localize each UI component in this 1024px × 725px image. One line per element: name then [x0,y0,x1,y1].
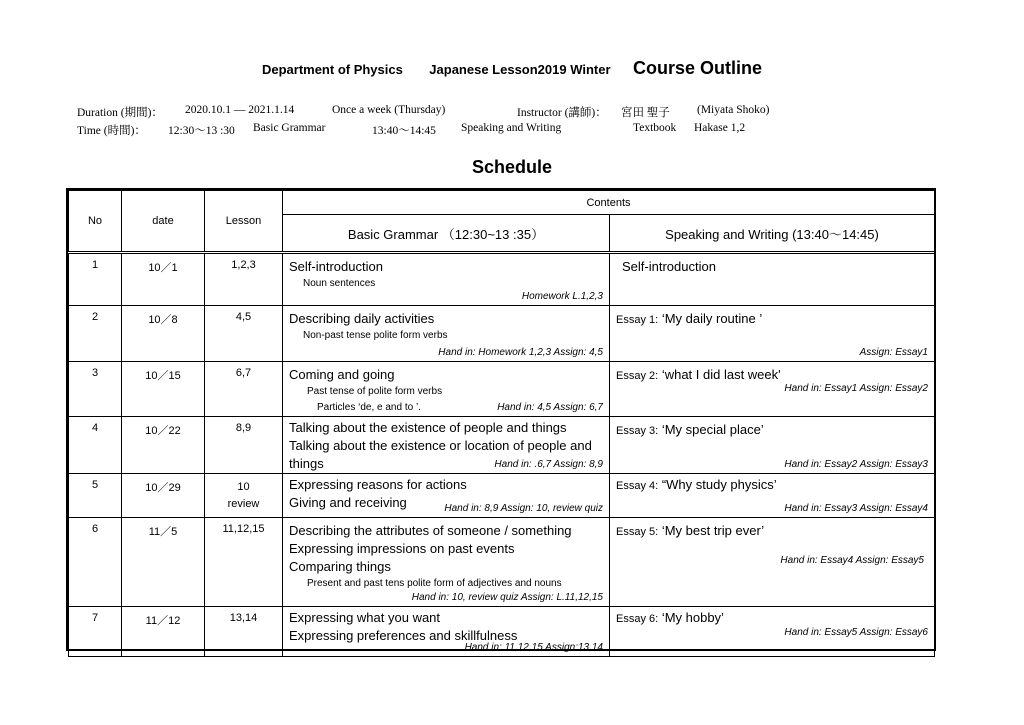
essay-title: Self-introduction [622,259,716,274]
grammar-topic: Describing the attributes of someone / something [289,523,572,538]
column-header-grammar: Basic Grammar （12:30~13 :35） [283,215,610,253]
grammar-cell [283,607,610,657]
row-no: 1 [69,253,122,306]
row-no: 3 [69,362,122,417]
essay-note: Assign: Essay1 [859,347,928,358]
duration-value: 2020.10.1 ― 2021.1.14 [185,104,295,116]
row-lesson: 6,7 [205,362,283,417]
table-row [69,607,935,657]
grammar-subtopic: Present and past tens polite form of adjectives and nouns [307,578,562,589]
row-no: 2 [69,306,122,362]
grammar-note: Homework L.1,2,3 [521,291,603,302]
essay-title: ‘My hobby’ [661,610,724,625]
table-row [69,253,935,306]
grammar-topic: Talking about the existence or location of people and [289,438,592,453]
department-name: Department of Physics [261,62,403,77]
grammar-topic: Expressing what you want [289,610,441,625]
row-date: 10／22 [122,417,205,474]
column-header-speaking: Speaking and Writing (13:40～14:45) [610,215,935,253]
grammar-topic: Self-introduction [289,259,383,274]
grammar-topic: Coming and going [289,367,395,382]
column-header-no: No [69,191,122,253]
schedule-heading: Schedule [471,157,553,177]
time-speaking: 13:40～14:45 [372,125,436,137]
column-header-date: date [122,191,205,253]
grammar-note: Hand in: 11,12,15 Assign:13,14 [464,642,603,653]
speaking-cell [610,417,935,474]
grammar-topic: Talking about the existence of people and things [289,420,567,435]
grammar-cell [283,362,610,417]
grammar-cell [283,417,610,474]
grammar-label: Basic Grammar [253,122,326,134]
row-lesson: 4,5 [205,306,283,362]
grammar-topic: Expressing preferences and skillfulness [289,628,518,643]
grammar-topic: things [289,456,324,471]
table-row [69,474,935,518]
frequency: Once a week (Thursday) [332,104,446,116]
grammar-topic: Describing daily activities [289,311,435,326]
row-date: 11／5 [122,518,205,607]
grammar-subtopic: Past tense of polite form verbs [307,386,443,397]
instructor-name: 宮田 聖子 [621,107,670,119]
table-row [69,306,935,362]
row-date: 11／12 [122,607,205,657]
speaking-cell [610,518,935,607]
grammar-note: Hand in: 8,9 Assign: 10, review quiz [444,503,603,514]
time-grammar: 12:30～13 :30 [168,125,235,137]
grammar-subtopic: Non-past tense polite form verbs [303,330,448,341]
course-name: Japanese Lesson2019 Winter [429,62,611,77]
duration-label: Duration (期間)： [77,107,163,119]
essay-note: Hand in: Essay1 Assign: Essay2 [784,383,928,394]
essay-title: “Why study physics’ [661,477,777,492]
essay-label: Essay 3: [616,425,659,437]
textbook-value: Hakase 1,2 [694,122,746,134]
row-lesson: 13,14 [205,607,283,657]
table-row [69,518,935,607]
speaking-cell [610,607,935,657]
instructor-label: Instructor (講師)： [517,107,607,119]
grammar-cell [283,253,610,306]
essay-note: Hand in: Essay4 Assign: Essay5 [780,555,924,566]
essay-note: Hand in: Essay3 Assign: Essay4 [784,503,928,514]
grammar-note: Hand in: .6,7 Assign: 8,9 [494,459,603,470]
course-outline-heading: Course Outline [633,58,763,78]
essay-label: Essay 2: [616,370,659,382]
row-date: 10／1 [122,253,205,306]
time-label: Time (時間)： [77,125,146,137]
row-no: 5 [69,474,122,518]
row-lesson-number: 10 [237,481,250,493]
column-header-lesson: Lesson [205,191,283,253]
grammar-subtopic: Noun sentences [303,278,376,289]
grammar-topic: Giving and receiving [289,495,407,510]
essay-title: ‘what I did last week' [661,367,781,382]
essay-title: ‘My daily routine ’ [661,311,763,326]
speaking-cell [610,306,935,362]
row-lesson [205,474,283,518]
grammar-topic: Expressing impressions on past events [289,541,515,556]
essay-label: Essay 5: [616,526,659,538]
schedule-table-frame [66,188,936,651]
grammar-subtopic-2: Particles ‘de, e and to ’. [317,402,421,413]
essay-note: Hand in: Essay2 Assign: Essay3 [784,459,928,470]
row-lesson: 8,9 [205,417,283,474]
speaking-cell [610,362,935,417]
row-date: 10／29 [122,474,205,518]
grammar-topic: Expressing reasons for actions [289,477,467,492]
essay-title: ‘My special place’ [661,422,764,437]
instructor-romaji: (Miyata Shoko) [697,104,770,116]
grammar-note: Hand in: 4,5 Assign: 6,7 [497,402,603,413]
speaking-label: Speaking and Writing [461,122,562,134]
grammar-note: Hand in: Homework 1,2,3 Assign: 4,5 [438,347,603,358]
row-no: 7 [69,607,122,657]
grammar-note: Hand in: 10, review quiz Assign: L.11,12,15 [411,592,603,603]
table-row [69,417,935,474]
row-date: 10／15 [122,362,205,417]
row-lesson: 1,2,3 [205,253,283,306]
speaking-cell [610,474,935,518]
row-no: 4 [69,417,122,474]
grammar-cell [283,474,610,518]
essay-note: Hand in: Essay5 Assign: Essay6 [784,627,928,638]
column-header-contents: Contents [283,191,935,215]
grammar-cell [283,306,610,362]
table-row [69,362,935,417]
row-no: 6 [69,518,122,607]
essay-label: Essay 1: [616,314,659,326]
document-title [0,58,1024,79]
essay-label: Essay 6: [616,613,659,625]
row-lesson: 11,12,15 [205,518,283,607]
schedule-table [68,190,935,657]
grammar-cell [283,518,610,607]
essay-title: ‘My best trip ever’ [661,523,765,538]
essay-label: Essay 4: [616,480,659,492]
row-date: 10／8 [122,306,205,362]
row-lesson-review: review [227,498,260,510]
speaking-cell [610,253,935,306]
textbook-label: Textbook [633,122,677,134]
grammar-topic: Comparing things [289,559,391,574]
